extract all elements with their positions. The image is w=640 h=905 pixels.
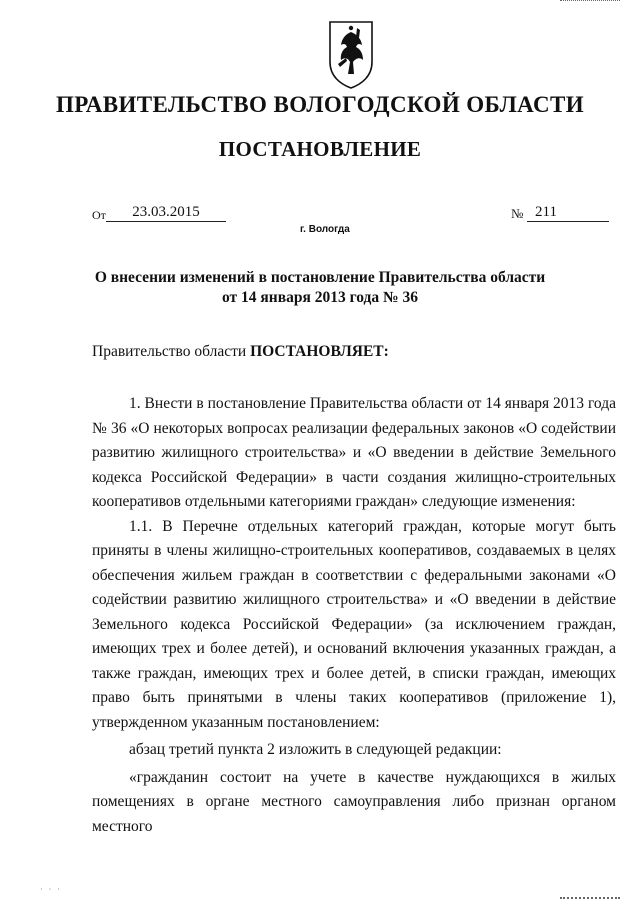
scan-mark-top [560, 0, 620, 5]
date-label: От [92, 208, 106, 222]
document-title [0, 268, 640, 308]
scan-mark-bottom-left: · · · [40, 885, 62, 894]
title-line-2: от 14 января 2013 года № 36 [222, 289, 418, 306]
document-body [92, 392, 616, 839]
title-line-1: О внесении изменений в постановление Правительства области [94, 269, 546, 286]
document-date: 23.03.2015 [106, 203, 226, 222]
organization-name: ПРАВИТЕЛЬСТВО ВОЛОГОДСКОЙ ОБЛАСТИ [55, 92, 585, 117]
city-label: г. Вологда [300, 224, 350, 235]
paragraph-1: 1. Внести в постановление Правительства области от 14 января 2013 года № 36 «О некоторых вопросах реализации федеральных законов «О содействии развитию жилищного строительства» и «О введении в действие Земельного кодекса Российской Федерации» в части создания жилищно-строительных кооперативов отдельными категориями граждан» следующие изменения: [92, 395, 616, 510]
lead-text: Правительство области [92, 343, 251, 360]
number-label: № [511, 206, 524, 221]
document-number: 211 [527, 203, 609, 222]
coat-of-arms-icon [326, 18, 376, 90]
paragraph-1-1: 1.1. В Перечне отдельных категорий граждан, которые могут быть приняты в члены жилищно-строительных кооперативов, создаваемых в целях обеспечения жильем граждан в соответствии с федеральными законами «О содействии развитию жилищного строительства» и «О введении в действие Земельного кодекса Российской Федерации» (за исключением граждан, имеющих трех и более детей), и оснований включения указанных граждан, а также граждан, имеющих трех и более детей, в списки граждан, имеющих право быть принятыми в члены таких кооперативов (приложение 1), утвержденном указанным постановлением: [92, 517, 616, 731]
lead-sentence [92, 340, 616, 365]
paragraph-amend-note: абзац третий пункта 2 изложить в следующей редакции: [129, 741, 502, 758]
scan-mark-bottom-right [560, 897, 620, 901]
paragraph-quote: «гражданин состоит на учете в качестве нуждающихся в жилых помещениях в органе местного самоуправления либо признан органом местного [92, 768, 616, 835]
lead-bold: ПОСТАНОВЛЯЕТ: [250, 343, 389, 360]
document-type: ПОСТАНОВЛЕНИЕ [218, 137, 422, 161]
